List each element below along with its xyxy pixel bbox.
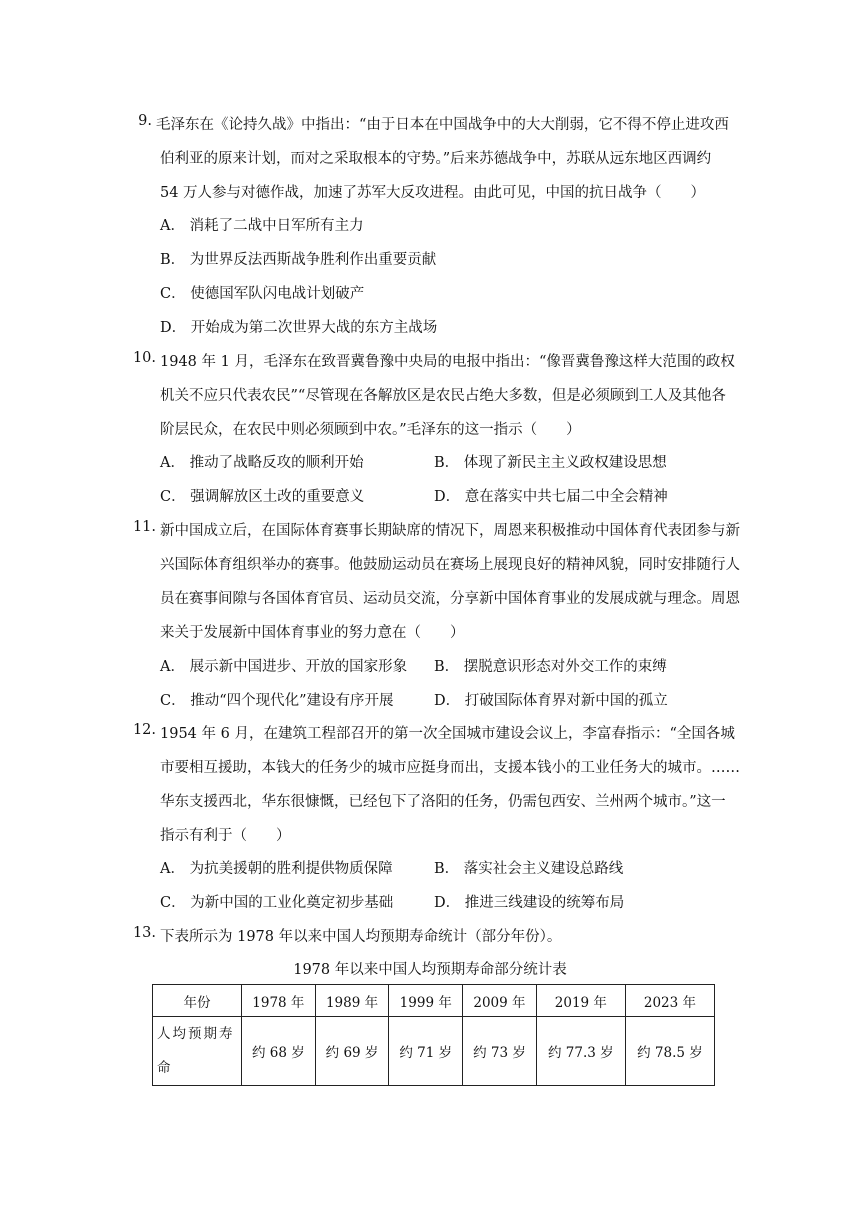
option-c[interactable]: [160, 891, 393, 912]
option-text: 为世界反法西斯战争胜利作出重要贡献: [189, 252, 437, 268]
option-d[interactable]: [434, 485, 668, 506]
option-text: 开始成为第二次世界大战的东方主战场: [190, 320, 438, 336]
table-caption: 1978 年以来中国人均预期寿命部分统计表: [293, 962, 567, 978]
option-text: 落实社会主义建设总路线: [463, 861, 624, 877]
option-b[interactable]: [434, 655, 667, 676]
option-letter: B．: [434, 659, 460, 675]
option-letter: D．: [434, 489, 461, 505]
table-header-cell: 2009 年: [463, 985, 537, 1017]
question-number: 10.: [132, 350, 156, 366]
table-header-cell: 2023 年: [625, 985, 714, 1017]
question-text-line: 来关于发展新中国体育事业的努力意在（ ）: [160, 625, 465, 641]
question-number: 13.: [132, 925, 156, 941]
table-cell: 约 69 岁: [315, 1017, 389, 1086]
option-letter: A．: [160, 659, 185, 675]
option-letter: D．: [434, 693, 461, 709]
table-cell: 约 77.3 岁: [536, 1017, 625, 1086]
option-d[interactable]: [434, 891, 624, 912]
question-text-line: 1948 年 1 月，毛泽东在致晋冀鲁豫中央局的电报中指出：“像晋冀鲁豫这样大范围的政权: [160, 354, 735, 370]
option-letter: A．: [160, 218, 185, 234]
option-text: 推动了战略反攻的顺利开始: [189, 455, 364, 471]
question-text-line: 毛泽东在《论持久战》中指出：“由于日本在中国战争中的大大削弱，它不得不停止进攻西: [156, 117, 729, 133]
option-text: 消耗了二战中日军所有主力: [189, 218, 364, 234]
table-header-cell: 1999 年: [389, 985, 463, 1017]
option-letter: C．: [160, 693, 186, 709]
question-text-line: 54 万人参与对德作战，加速了苏军大反攻进程。由此可见，中国的抗日战争（ ）: [160, 185, 706, 201]
question-text-line: 兴国际体育组织举办的赛事。他鼓励运动员在赛场上展现良好的精神风貌，同时安排随行人: [160, 557, 740, 573]
option-b[interactable]: [434, 857, 623, 878]
option-letter: B．: [434, 455, 460, 471]
option-text: 强调解放区土改的重要意义: [190, 489, 365, 505]
question-text-line: 新中国成立后，在国际体育赛事长期缺席的情况下，周恩来积极推动中国体育代表团参与新: [160, 523, 740, 539]
question-text-line: 员在赛事间隙与各国体育官员、运动员交流，分享新中国体育事业的发展成就与理念。周恩: [160, 591, 740, 607]
table-header-cell: 年份: [153, 985, 242, 1017]
option-a[interactable]: [160, 655, 407, 676]
option-letter: C．: [160, 895, 186, 911]
option-a[interactable]: [160, 857, 393, 878]
question-text-line: 1954 年 6 月，在建筑工程部召开的第一次全国城市建设会议上，李富春指示：“全国各城: [160, 726, 735, 742]
row-label-line: 人均预期寿: [157, 1026, 235, 1042]
question-text-line: 市要相互援助，本钱大的任务少的城市应挺身而出，支援本钱小的工业任务大的城市。……: [160, 760, 740, 776]
option-text: 推动“四个现代化”建设有序开展: [190, 693, 394, 709]
option-letter: A．: [160, 861, 185, 877]
table-cell: 约 78.5 岁: [625, 1017, 714, 1086]
option-b[interactable]: [434, 451, 667, 472]
option-letter: D．: [434, 895, 461, 911]
table-header-cell: 1978 年: [242, 985, 316, 1017]
question-text-line: 阶层民众，在农民中则必须顾到中农。”毛泽东的这一指示（ ）: [160, 422, 581, 438]
option-text: 为新中国的工业化奠定初步基础: [190, 895, 394, 911]
option-a[interactable]: [160, 214, 364, 235]
option-c[interactable]: [160, 485, 364, 506]
option-text: 意在落实中共七届二中全会精神: [464, 489, 668, 505]
table-header-row: [153, 985, 715, 1017]
table-cell: 约 73 岁: [463, 1017, 537, 1086]
option-letter: C．: [160, 489, 186, 505]
question-text-line: 伯利亚的原来计划，而对之采取根本的守势。”后来苏德战争中，苏联从远东地区西调约: [160, 151, 712, 167]
table-cell: 约 68 岁: [242, 1017, 316, 1086]
option-d[interactable]: [160, 316, 437, 337]
question-number: 9.: [138, 113, 152, 129]
option-b[interactable]: [160, 248, 436, 269]
option-letter: C．: [160, 286, 186, 302]
table-header-cell: 1989 年: [315, 985, 389, 1017]
option-letter: D．: [160, 320, 187, 336]
option-a[interactable]: [160, 451, 364, 472]
option-c[interactable]: [160, 689, 394, 710]
option-text: 为抗美援朝的胜利提供物质保障: [189, 861, 393, 877]
table-row-label: [153, 1017, 242, 1086]
question-number: 11.: [132, 519, 156, 535]
option-text: 使德国军队闪电战计划破产: [190, 286, 365, 302]
question-number: 12.: [132, 722, 156, 738]
option-letter: A．: [160, 455, 185, 471]
question-text-line: 指示有利于（ ）: [160, 828, 291, 844]
option-letter: B．: [160, 252, 186, 268]
option-text: 体现了新民主主义政权建设思想: [463, 455, 667, 471]
option-text: 摆脱意识形态对外交工作的束缚: [463, 659, 667, 675]
option-d[interactable]: [434, 689, 668, 710]
option-text: 推进三线建设的统筹布局: [464, 895, 625, 911]
table-row: [153, 1017, 715, 1086]
table-header-cell: 2019 年: [536, 985, 625, 1017]
question-text-line: 机关不应只代表农民”“尽管现在各解放区是农民占绝大多数，但是必须顾到工人及其他各: [160, 388, 726, 404]
option-c[interactable]: [160, 282, 364, 303]
question-text-line: 华东支援西北，华东很慷慨，已经包下了洛阳的任务，仍需包西安、兰州两个城市。”这一: [160, 794, 726, 810]
question-text-line: 下表所示为 1978 年以来中国人均预期寿命统计（部分年份）。: [160, 929, 562, 945]
option-text: 展示新中国进步、开放的国家形象: [189, 659, 408, 675]
table-cell: 约 71 岁: [389, 1017, 463, 1086]
row-label-line: 命: [157, 1060, 173, 1076]
option-letter: B．: [434, 861, 460, 877]
life-expectancy-table: [152, 984, 715, 1086]
option-text: 打破国际体育界对新中国的孤立: [464, 693, 668, 709]
